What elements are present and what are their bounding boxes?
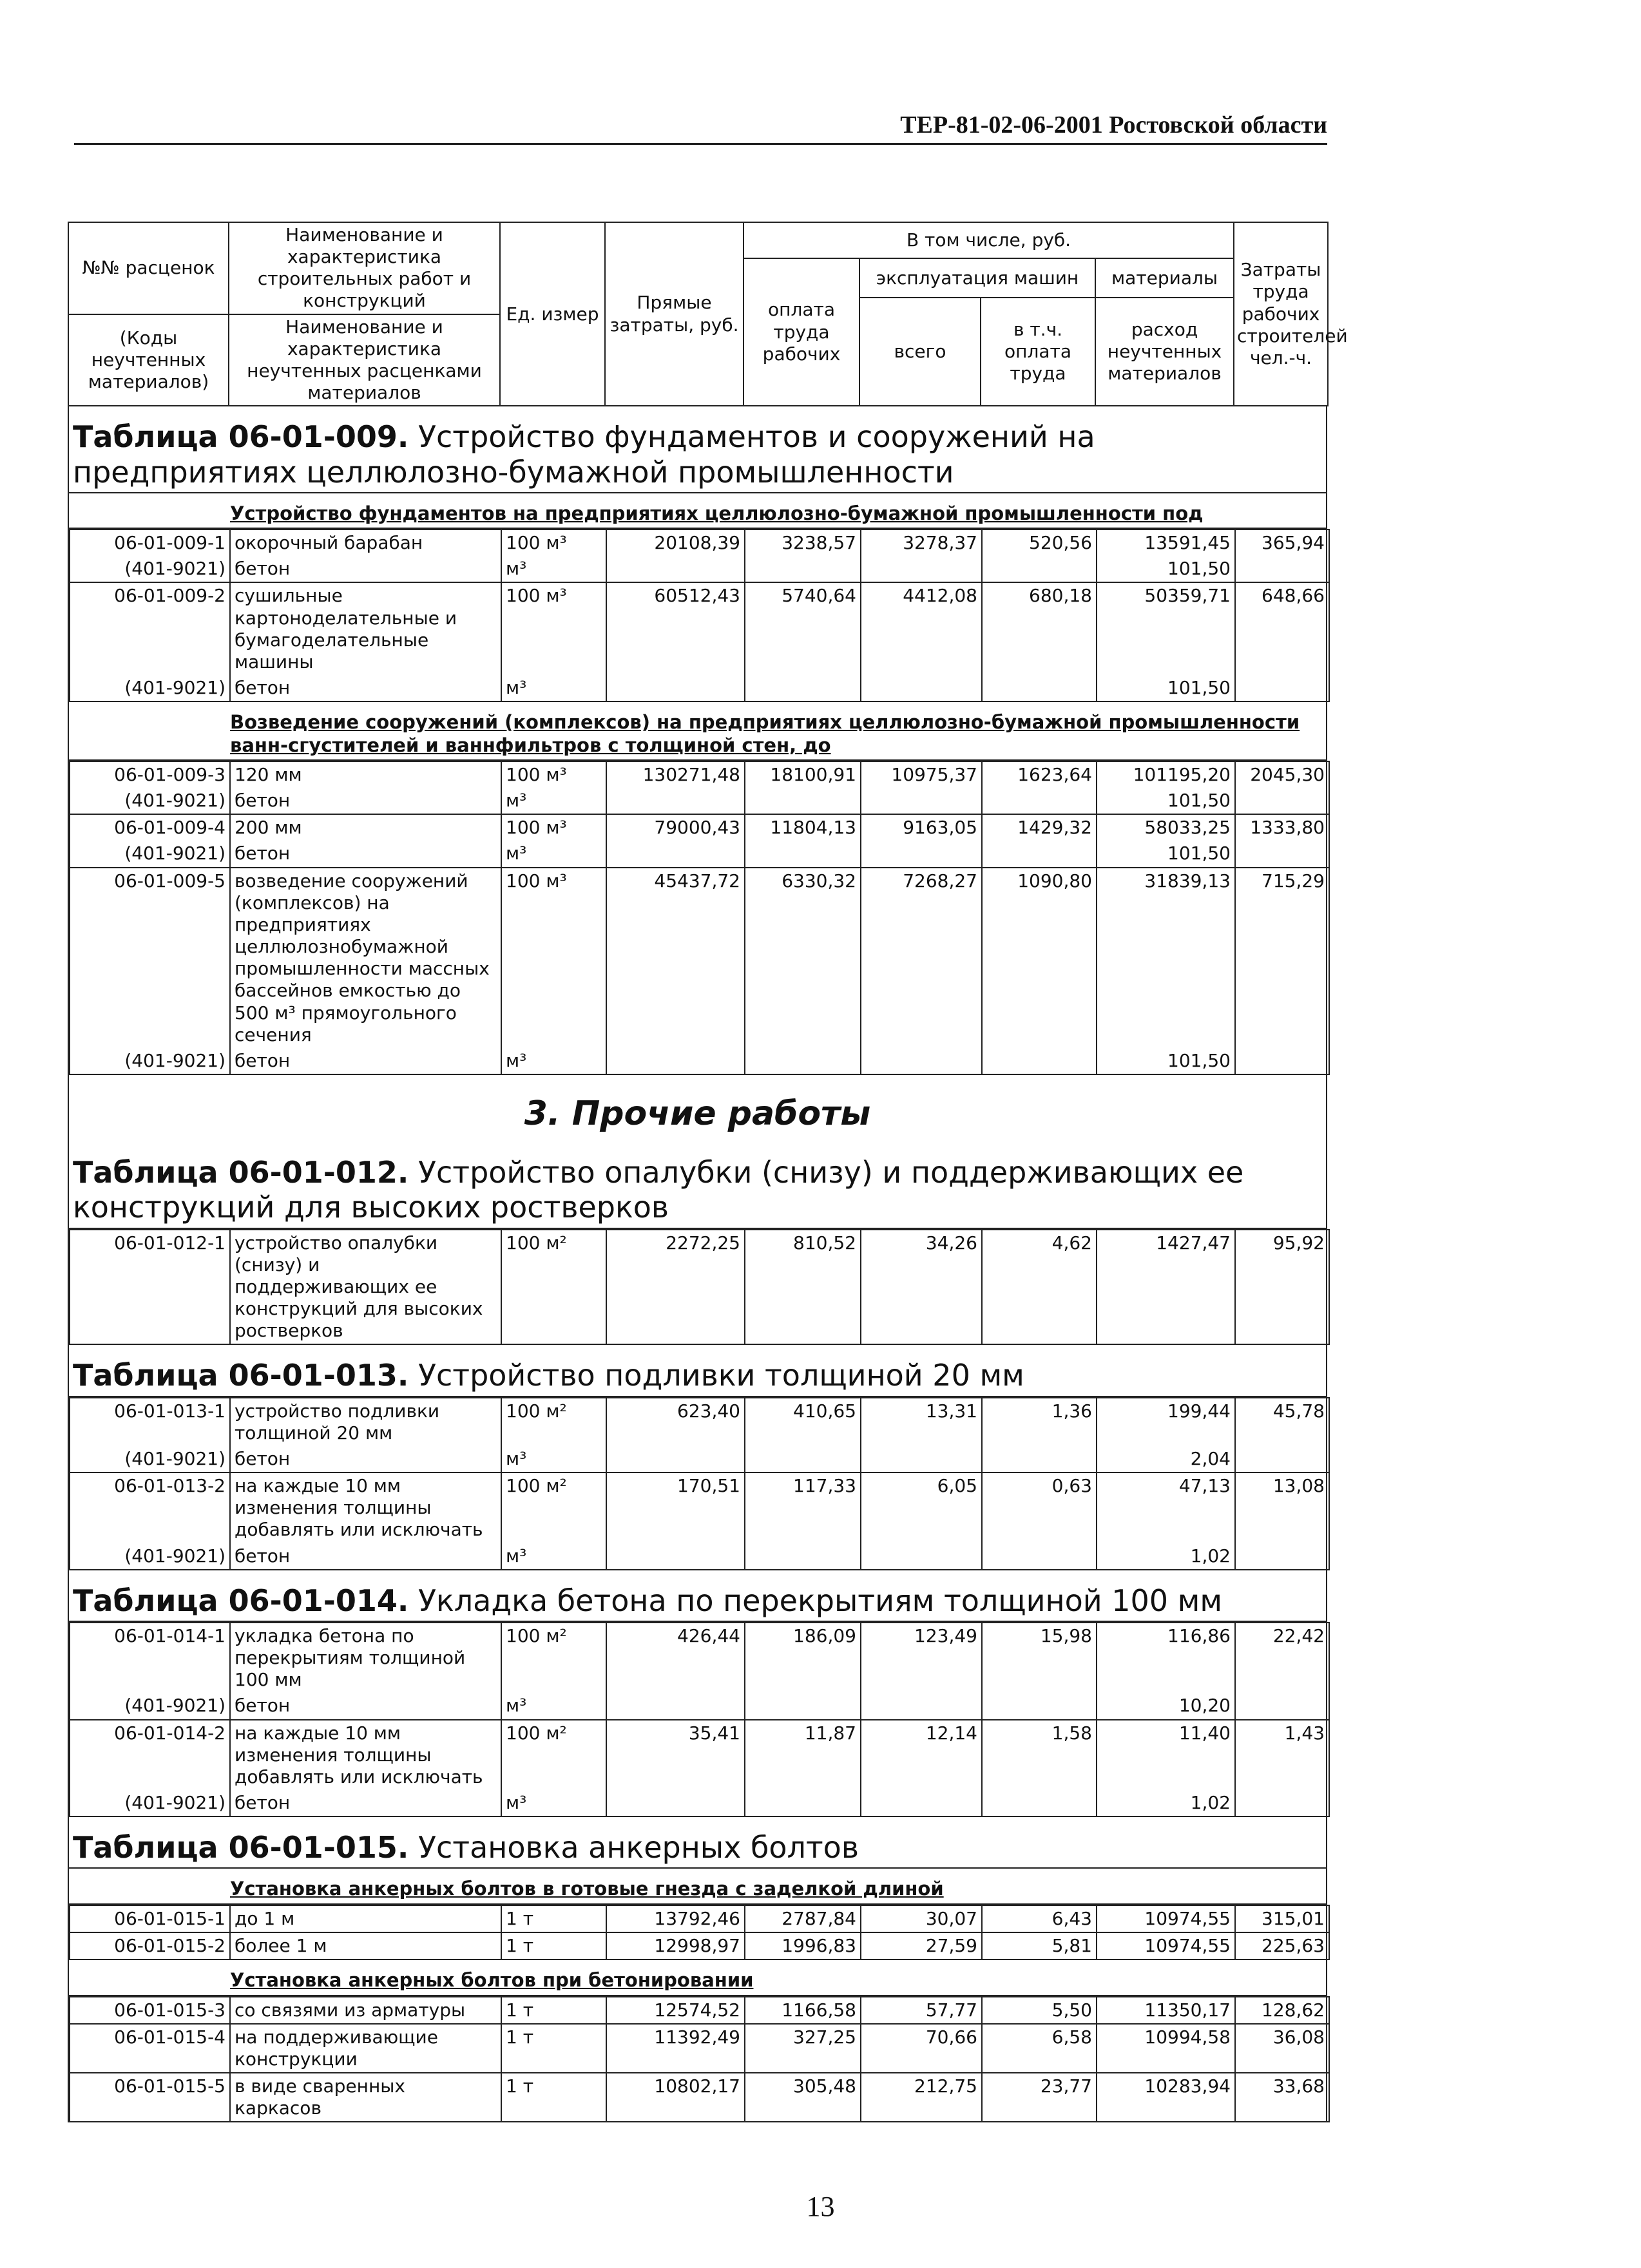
table-name: Устройство фундаментов и сооружений на предприятиях целлюлозно-бумажной промышленности: [73, 419, 1095, 490]
labor-cost: 5740,64: [745, 582, 861, 675]
labor-cost: [745, 556, 861, 582]
labor-cost: 1166,58: [745, 1997, 861, 2024]
rate-code: 06-01-014-1: [70, 1623, 230, 1693]
machine-cost: 30,07: [861, 1905, 982, 1932]
rate-code: (401-9021): [70, 1790, 230, 1816]
table-row: [70, 1398, 1329, 1446]
table-label: Таблица 06-01-013.: [73, 1358, 409, 1393]
unit: м³: [501, 841, 606, 867]
machine-labor-cost: 1429,32: [982, 814, 1097, 841]
rate-code: (401-9021): [70, 841, 230, 867]
work-name: бетон: [230, 1693, 501, 1719]
group-caption: Установка анкерных болтов в готовые гнезда с заделкой длиной: [69, 1869, 1326, 1904]
labor-cost: 1996,83: [745, 1932, 861, 1959]
col-code-top: №№ расценок: [68, 222, 229, 314]
labor-hours: [1235, 788, 1329, 814]
unit: 1 т: [501, 1997, 606, 2024]
material-row: [70, 841, 1329, 867]
material-row: [70, 1446, 1329, 1472]
material-row: [70, 1693, 1329, 1719]
labor-cost: 410,65: [745, 1398, 861, 1446]
material-cost: 101,50: [1097, 841, 1235, 867]
work-name: возведение сооружений (комплексов) на предприятиях целлюлознобумажной промышленности массных бассейнов емкостью до 500 м³ прямоугольного сечения: [230, 868, 501, 1048]
work-name: бетон: [230, 788, 501, 814]
rate-code: (401-9021): [70, 1048, 230, 1074]
labor-hours: [1235, 841, 1329, 867]
labor-cost: 3238,57: [745, 529, 861, 556]
material-cost: 1,02: [1097, 1543, 1235, 1570]
direct-cost: 13792,46: [606, 1905, 745, 1932]
labor-cost: 327,25: [745, 2024, 861, 2073]
machine-labor-cost: [982, 1446, 1097, 1472]
unit: 100 м³: [501, 814, 606, 841]
work-name: бетон: [230, 1790, 501, 1816]
direct-cost: [606, 788, 745, 814]
material-cost: 101,50: [1097, 1048, 1235, 1074]
rates-table: [69, 1397, 1330, 1570]
unit: 100 м²: [501, 1720, 606, 1790]
labor-cost: 18100,91: [745, 761, 861, 788]
direct-cost: 35,41: [606, 1720, 745, 1790]
rates-table: [69, 1905, 1330, 1960]
material-row: [70, 1543, 1329, 1570]
work-name: на каждые 10 мм изменения толщины добавлять или исключать: [230, 1472, 501, 1543]
labor-hours: 365,94: [1235, 529, 1329, 556]
unit: 100 м³: [501, 868, 606, 1048]
unit: 100 м²: [501, 1472, 606, 1543]
machine-cost: [861, 556, 982, 582]
machine-labor-cost: [982, 841, 1097, 867]
sections: [68, 406, 1327, 2122]
machine-cost: 70,66: [861, 2024, 982, 2073]
machine-labor-cost: [982, 556, 1097, 582]
material-cost: 31839,13: [1097, 868, 1235, 1048]
work-name: окорочный барабан: [230, 529, 501, 556]
section-heading: 3. Прочие работы: [524, 1094, 871, 1134]
labor-cost: 11804,13: [745, 814, 861, 841]
material-cost: 10283,94: [1097, 2073, 1235, 2122]
direct-cost: 12574,52: [606, 1997, 745, 2024]
rate-code: 06-01-015-4: [70, 2024, 230, 2073]
labor-hours: 225,63: [1235, 1932, 1329, 1959]
table-row: [70, 1472, 1329, 1543]
work-name: более 1 м: [230, 1932, 501, 1959]
rates-table: [69, 1229, 1330, 1346]
machine-cost: 57,77: [861, 1997, 982, 2024]
rates-table: [69, 761, 1330, 1075]
rates-table: [69, 1622, 1330, 1817]
labor-hours: 45,78: [1235, 1398, 1329, 1446]
machine-labor-cost: [982, 1048, 1097, 1074]
work-name: сушильные картоноделательные и бумагоделательные машины: [230, 582, 501, 675]
table-row: [70, 1230, 1329, 1345]
unit: 100 м²: [501, 1398, 606, 1446]
labor-cost: [745, 1543, 861, 1570]
direct-cost: 426,44: [606, 1623, 745, 1693]
direct-cost: [606, 1790, 745, 1816]
table-title: [69, 1570, 1326, 1622]
work-name: устройство опалубки (снизу) и поддерживающих ее конструкций для высоких ростверков: [230, 1230, 501, 1345]
unit: м³: [501, 1446, 606, 1472]
table-name: Укладка бетона по перекрытиям толщиной 100 мм: [417, 1583, 1223, 1618]
labor-cost: [745, 841, 861, 867]
unit: 100 м²: [501, 1230, 606, 1345]
material-row: [70, 788, 1329, 814]
labor-hours: 648,66: [1235, 582, 1329, 675]
labor-hours: [1235, 1048, 1329, 1074]
table-row: [70, 1720, 1329, 1790]
labor-cost: [745, 1693, 861, 1719]
direct-cost: 45437,72: [606, 868, 745, 1048]
labor-cost: 186,09: [745, 1623, 861, 1693]
work-name: в виде сваренных каркасов: [230, 2073, 501, 2122]
direct-cost: [606, 1048, 745, 1074]
unit: 1 т: [501, 1932, 606, 1959]
machine-cost: 10975,37: [861, 761, 982, 788]
rate-code: (401-9021): [70, 1446, 230, 1472]
table-name: Установка анкерных болтов: [417, 1830, 859, 1865]
unit: м³: [501, 1790, 606, 1816]
direct-cost: [606, 1693, 745, 1719]
rate-code: (401-9021): [70, 556, 230, 582]
unit: 100 м³: [501, 582, 606, 675]
machine-cost: [861, 1790, 982, 1816]
direct-cost: 2272,25: [606, 1230, 745, 1345]
labor-hours: [1235, 556, 1329, 582]
work-name: 200 мм: [230, 814, 501, 841]
unit: м³: [501, 1048, 606, 1074]
material-row: [70, 1790, 1329, 1816]
material-cost: 10994,58: [1097, 2024, 1235, 2073]
unit: м³: [501, 788, 606, 814]
col-mach-labor: в т.ч. оплата труда: [981, 298, 1095, 406]
labor-hours: 1333,80: [1235, 814, 1329, 841]
unit: м³: [501, 556, 606, 582]
table-title: [69, 1817, 1326, 1869]
table-row: [70, 868, 1329, 1048]
material-cost: 101,50: [1097, 556, 1235, 582]
material-cost: 101,50: [1097, 675, 1235, 701]
unit: 1 т: [501, 2073, 606, 2122]
machine-labor-cost: [982, 1693, 1097, 1719]
machine-cost: 212,75: [861, 2073, 982, 2122]
rate-code: (401-9021): [70, 675, 230, 701]
table-label: Таблица 06-01-014.: [73, 1583, 409, 1618]
rate-code: 06-01-015-5: [70, 2073, 230, 2122]
labor-hours: [1235, 1446, 1329, 1472]
material-cost: 50359,71: [1097, 582, 1235, 675]
labor-hours: [1235, 675, 1329, 701]
labor-cost: 11,87: [745, 1720, 861, 1790]
rates-table: [69, 1996, 1330, 2123]
material-cost: 101195,20: [1097, 761, 1235, 788]
machine-labor-cost: 1623,64: [982, 761, 1097, 788]
col-incl: В том числе, руб.: [744, 222, 1234, 258]
material-cost: 199,44: [1097, 1398, 1235, 1446]
unit: м³: [501, 1543, 606, 1570]
unit: м³: [501, 1693, 606, 1719]
table-row: [70, 2073, 1329, 2122]
material-row: [70, 1048, 1329, 1074]
labor-cost: 305,48: [745, 2073, 861, 2122]
work-name: на поддерживающие конструкции: [230, 2024, 501, 2073]
machine-labor-cost: 520,56: [982, 529, 1097, 556]
table-label: Таблица 06-01-009.: [73, 419, 409, 455]
labor-hours: [1235, 1693, 1329, 1719]
price-table: [68, 222, 1348, 2122]
unit: 100 м²: [501, 1623, 606, 1693]
col-mach-total: всего: [859, 298, 981, 406]
table-row: [70, 529, 1329, 556]
rate-code: 06-01-009-4: [70, 814, 230, 841]
direct-cost: 12998,97: [606, 1932, 745, 1959]
material-cost: 11,40: [1097, 1720, 1235, 1790]
table-row: [70, 1905, 1329, 1932]
col-mat-use: расход неучтенных материалов: [1095, 298, 1234, 406]
work-name: со связями из арматуры: [230, 1997, 501, 2024]
rate-code: 06-01-009-3: [70, 761, 230, 788]
work-name: бетон: [230, 841, 501, 867]
material-cost: 10,20: [1097, 1693, 1235, 1719]
table-row: [70, 1997, 1329, 2024]
material-cost: 13591,45: [1097, 529, 1235, 556]
material-cost: 116,86: [1097, 1623, 1235, 1693]
col-name-bottom: Наименование и характеристика неучтенных расценками материалов: [229, 314, 500, 406]
table-label: Таблица 06-01-012.: [73, 1155, 409, 1190]
group-caption: Возведение сооружений (комплексов) на предприятиях целлюлозно-бумажной промышленности ванн-сгустителей и ваннфильтров с толщиной стен, до: [69, 702, 1326, 761]
machine-cost: [861, 1048, 982, 1074]
direct-cost: 11392,49: [606, 2024, 745, 2073]
table-row: [70, 1932, 1329, 1959]
work-name: бетон: [230, 675, 501, 701]
machine-cost: [861, 1693, 982, 1719]
table-name: Устройство опалубки (снизу) и поддерживающих ее конструкций для высоких ростверков: [73, 1155, 1244, 1225]
table-row: [70, 1623, 1329, 1693]
labor-cost: [745, 1790, 861, 1816]
labor-cost: 117,33: [745, 1472, 861, 1543]
unit: 100 м³: [501, 761, 606, 788]
col-machines: эксплуатация машин: [859, 258, 1095, 298]
labor-hours: 1,43: [1235, 1720, 1329, 1790]
labor-hours: 315,01: [1235, 1905, 1329, 1932]
machine-labor-cost: 1,58: [982, 1720, 1097, 1790]
labor-hours: 128,62: [1235, 1997, 1329, 2024]
document-header: ТЕР-81-02-06-2001 Ростовской области: [900, 111, 1327, 138]
rate-code: (401-9021): [70, 1543, 230, 1570]
labor-hours: [1235, 1790, 1329, 1816]
work-name: устройство подливки толщиной 20 мм: [230, 1398, 501, 1446]
work-name: 120 мм: [230, 761, 501, 788]
material-cost: 11350,17: [1097, 1997, 1235, 2024]
rate-code: 06-01-009-5: [70, 868, 230, 1048]
direct-cost: 79000,43: [606, 814, 745, 841]
labor-hours: 2045,30: [1235, 761, 1329, 788]
work-name: бетон: [230, 1543, 501, 1570]
group-caption: Установка анкерных болтов при бетонировании: [69, 1960, 1326, 1996]
machine-cost: 13,31: [861, 1398, 982, 1446]
machine-labor-cost: 1,36: [982, 1398, 1097, 1446]
rate-code: 06-01-013-1: [70, 1398, 230, 1446]
material-cost: 47,13: [1097, 1472, 1235, 1543]
direct-cost: [606, 675, 745, 701]
col-unit: Ед. измер: [500, 222, 605, 406]
machine-labor-cost: [982, 675, 1097, 701]
work-name: на каждые 10 мм изменения толщины добавлять или исключать: [230, 1720, 501, 1790]
material-cost: 10974,55: [1097, 1905, 1235, 1932]
unit: м³: [501, 675, 606, 701]
rate-code: 06-01-012-1: [70, 1230, 230, 1345]
rate-code: (401-9021): [70, 788, 230, 814]
unit: 1 т: [501, 1905, 606, 1932]
direct-cost: 60512,43: [606, 582, 745, 675]
machine-labor-cost: 4,62: [982, 1230, 1097, 1345]
machine-labor-cost: 5,50: [982, 1997, 1097, 2024]
machine-labor-cost: 23,77: [982, 2073, 1097, 2122]
table-title: [69, 1345, 1326, 1396]
machine-cost: [861, 675, 982, 701]
material-cost: 1427,47: [1097, 1230, 1235, 1345]
labor-cost: [745, 1446, 861, 1472]
table-title: [69, 406, 1326, 493]
labor-cost: 2787,84: [745, 1905, 861, 1932]
table-label: Таблица 06-01-015.: [73, 1830, 409, 1865]
machine-labor-cost: 6,43: [982, 1905, 1097, 1932]
material-cost: 1,02: [1097, 1790, 1235, 1816]
table-row: [70, 2024, 1329, 2073]
material-cost: 10974,55: [1097, 1932, 1235, 1959]
labor-hours: [1235, 1543, 1329, 1570]
machine-cost: 7268,27: [861, 868, 982, 1048]
rate-code: (401-9021): [70, 1693, 230, 1719]
machine-labor-cost: 6,58: [982, 2024, 1097, 2073]
direct-cost: 170,51: [606, 1472, 745, 1543]
machine-labor-cost: 680,18: [982, 582, 1097, 675]
direct-cost: [606, 1446, 745, 1472]
col-code-bottom: (Коды неучтенных материалов): [68, 314, 229, 406]
rate-code: 06-01-015-1: [70, 1905, 230, 1932]
machine-cost: [861, 1543, 982, 1570]
machine-cost: [861, 841, 982, 867]
machine-cost: 123,49: [861, 1623, 982, 1693]
labor-cost: 6330,32: [745, 868, 861, 1048]
work-name: бетон: [230, 1446, 501, 1472]
rate-code: 06-01-009-2: [70, 582, 230, 675]
machine-labor-cost: 1090,80: [982, 868, 1097, 1048]
direct-cost: 10802,17: [606, 2073, 745, 2122]
table-title: [69, 1142, 1326, 1229]
machine-cost: [861, 788, 982, 814]
rate-code: 06-01-015-2: [70, 1932, 230, 1959]
direct-cost: [606, 556, 745, 582]
machine-cost: 3278,37: [861, 529, 982, 556]
rate-code: 06-01-015-3: [70, 1997, 230, 2024]
labor-hours: 715,29: [1235, 868, 1329, 1048]
labor-cost: 810,52: [745, 1230, 861, 1345]
table-row: [70, 814, 1329, 841]
rate-code: 06-01-009-1: [70, 529, 230, 556]
machine-cost: 12,14: [861, 1720, 982, 1790]
material-row: [70, 675, 1329, 701]
material-cost: 101,50: [1097, 788, 1235, 814]
labor-hours: 36,08: [1235, 2024, 1329, 2073]
direct-cost: 20108,39: [606, 529, 745, 556]
machine-cost: 34,26: [861, 1230, 982, 1345]
col-labor: оплата труда рабочих: [744, 258, 859, 406]
machine-labor-cost: 0,63: [982, 1472, 1097, 1543]
unit: 1 т: [501, 2024, 606, 2073]
col-workers: Затраты труда рабочих строителей чел.-ч.: [1234, 222, 1328, 406]
machine-labor-cost: 5,81: [982, 1932, 1097, 1959]
machine-cost: 9163,05: [861, 814, 982, 841]
unit: 100 м³: [501, 529, 606, 556]
machine-labor-cost: [982, 788, 1097, 814]
machine-labor-cost: 15,98: [982, 1623, 1097, 1693]
col-direct: Прямые затраты, руб.: [605, 222, 744, 406]
page-number: 13: [806, 2191, 835, 2222]
labor-hours: 33,68: [1235, 2073, 1329, 2122]
direct-cost: 623,40: [606, 1398, 745, 1446]
work-name: бетон: [230, 556, 501, 582]
work-name: до 1 м: [230, 1905, 501, 1932]
material-cost: 2,04: [1097, 1446, 1235, 1472]
labor-cost: [745, 1048, 861, 1074]
table-row: [70, 761, 1329, 788]
rate-code: 06-01-013-2: [70, 1472, 230, 1543]
table-name: Устройство подливки толщиной 20 мм: [417, 1358, 1024, 1393]
machine-cost: [861, 1446, 982, 1472]
rates-table: [69, 529, 1330, 702]
group-caption: Устройство фундаментов на предприятиях целлюлозно-бумажной промышленности под: [69, 493, 1326, 529]
direct-cost: [606, 841, 745, 867]
direct-cost: [606, 1543, 745, 1570]
direct-cost: 130271,48: [606, 761, 745, 788]
header-rule: [74, 143, 1327, 145]
machine-cost: 6,05: [861, 1472, 982, 1543]
col-materials: материалы: [1095, 258, 1234, 298]
column-header: [68, 222, 1348, 406]
labor-hours: 13,08: [1235, 1472, 1329, 1543]
material-row: [70, 556, 1329, 582]
machine-labor-cost: [982, 1790, 1097, 1816]
labor-hours: 22,42: [1235, 1623, 1329, 1693]
rate-code: 06-01-014-2: [70, 1720, 230, 1790]
labor-cost: [745, 675, 861, 701]
machine-cost: 27,59: [861, 1932, 982, 1959]
machine-cost: 4412,08: [861, 582, 982, 675]
table-row: [70, 582, 1329, 675]
work-name: укладка бетона по перекрытиям толщиной 100 мм: [230, 1623, 501, 1693]
material-cost: 58033,25: [1097, 814, 1235, 841]
machine-labor-cost: [982, 1543, 1097, 1570]
labor-hours: 95,92: [1235, 1230, 1329, 1345]
work-name: бетон: [230, 1048, 501, 1074]
col-name-top: Наименование и характеристика строительных работ и конструкций: [229, 222, 500, 314]
labor-cost: [745, 788, 861, 814]
